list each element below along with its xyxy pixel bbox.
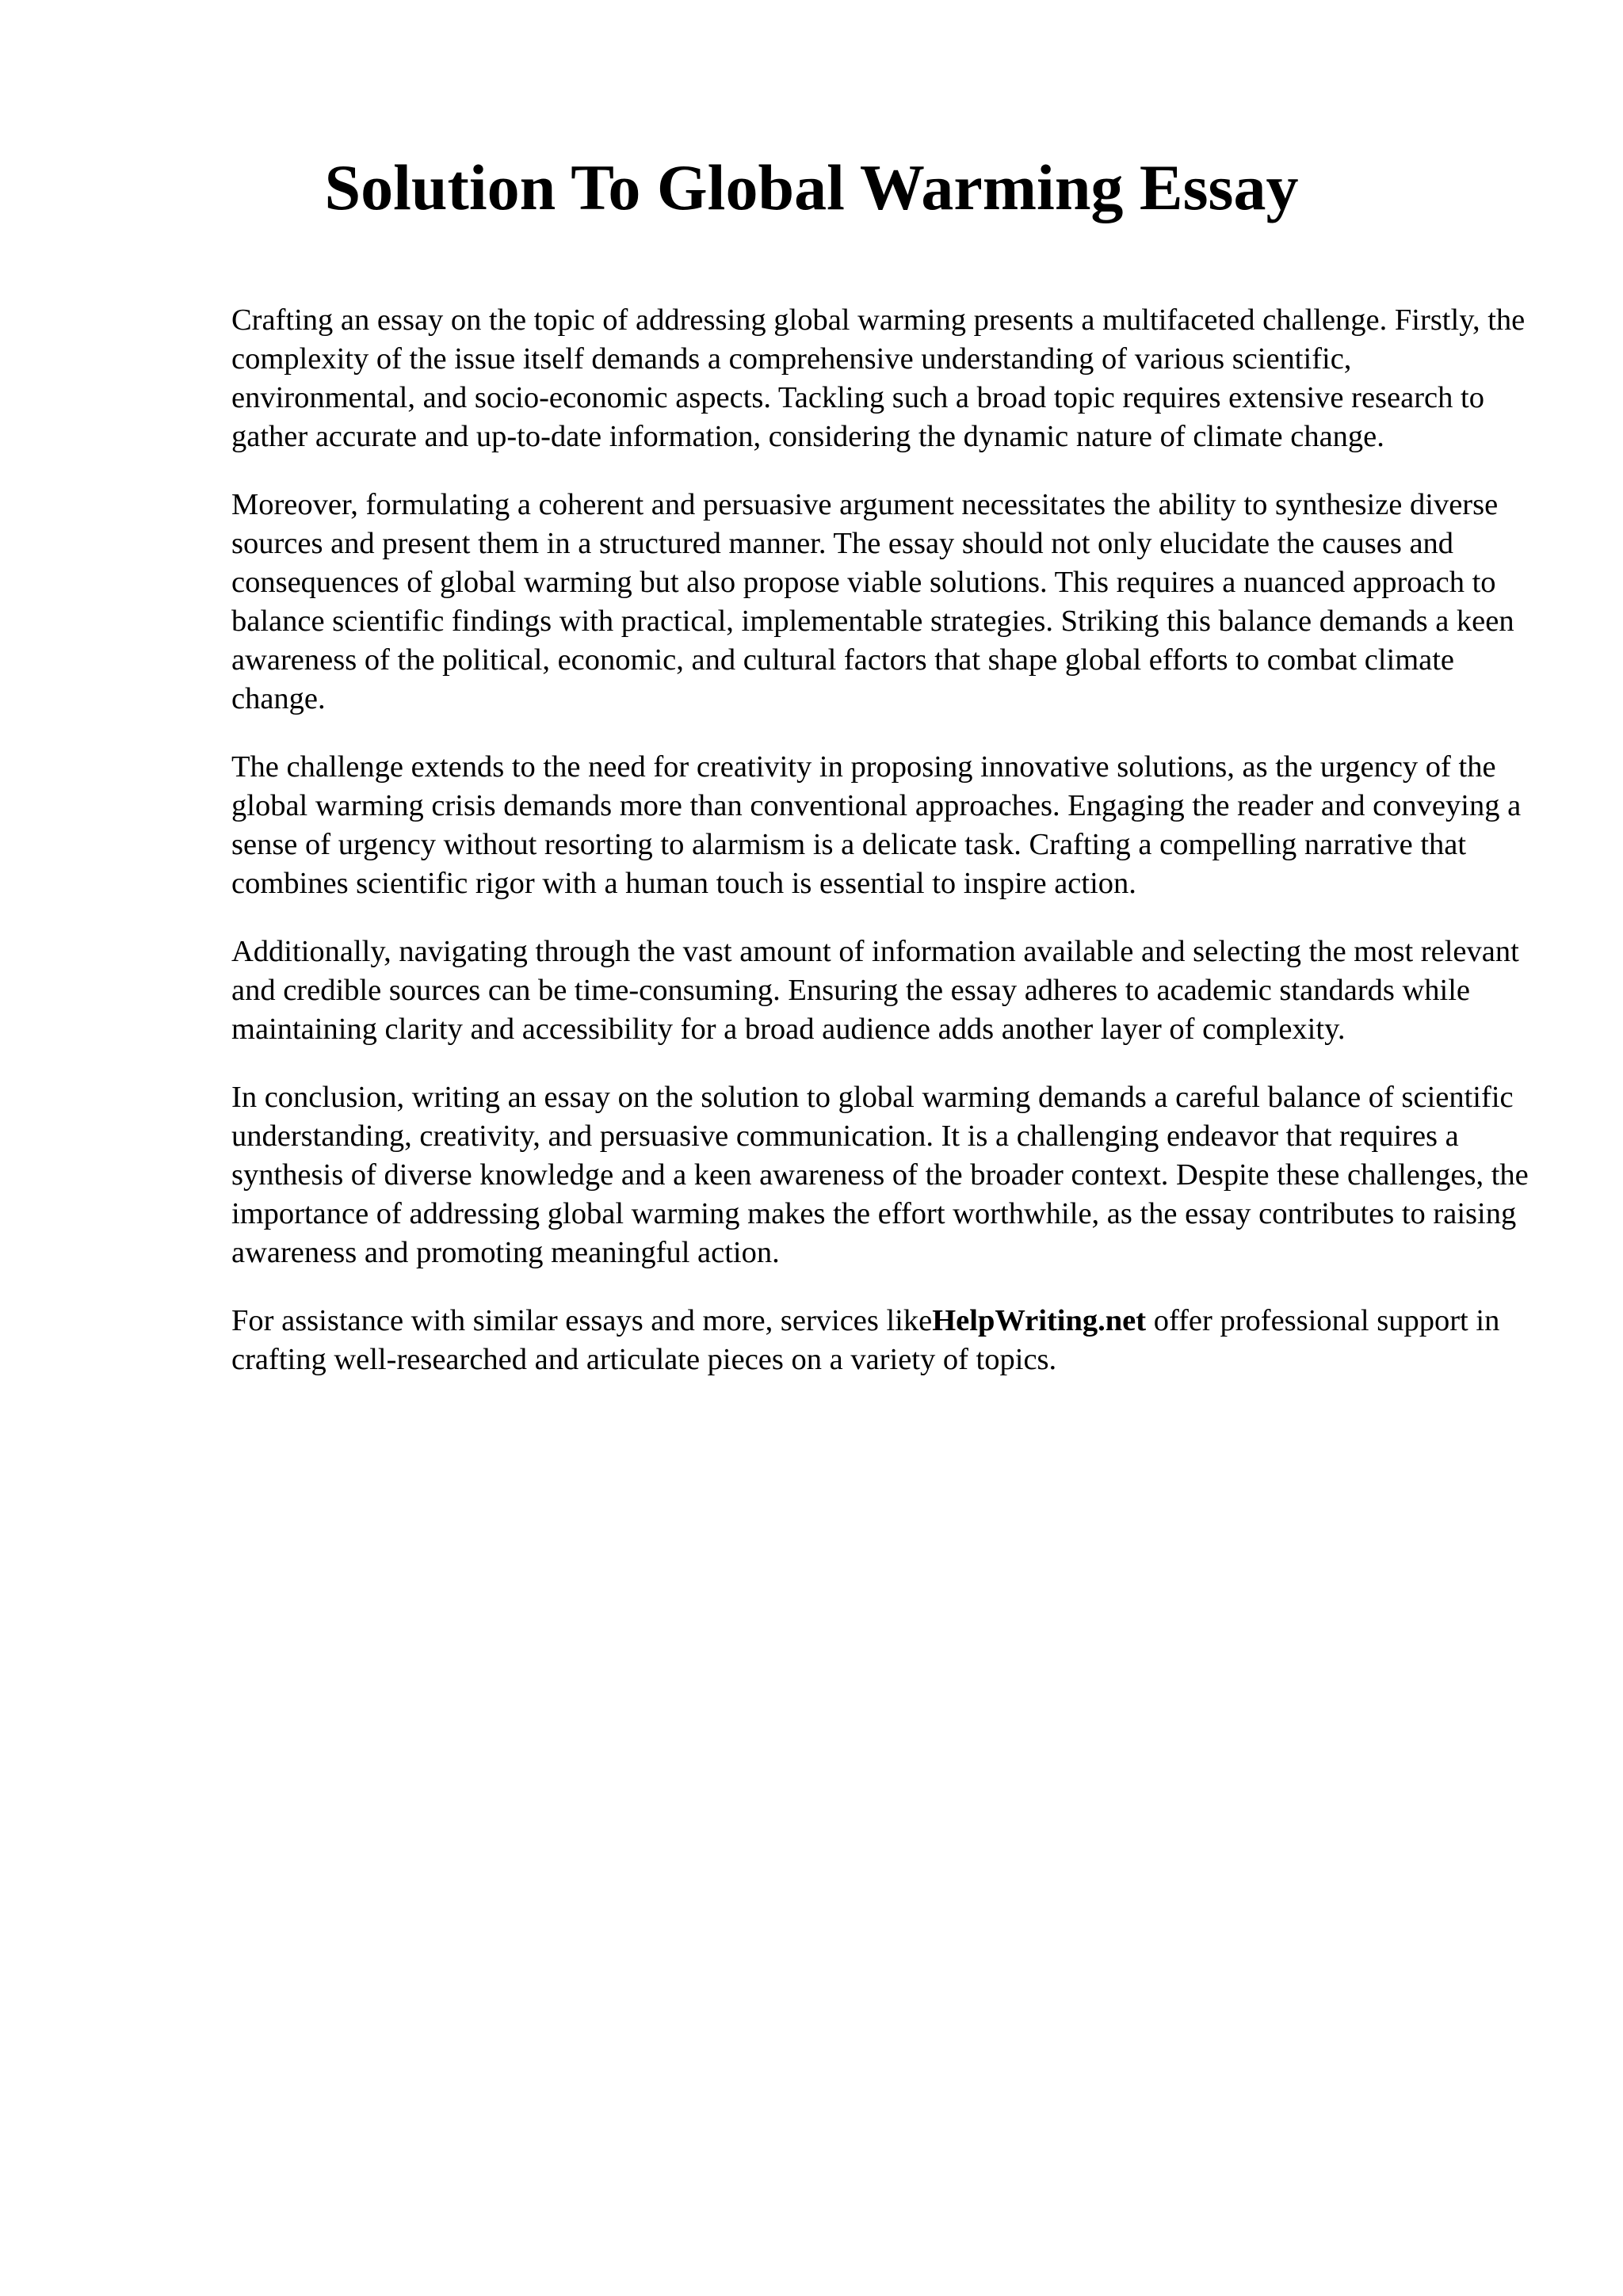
paragraph-3: The challenge extends to the need for creativity in proposing innovative solutions, as the urgency of the global warming crisis demands more than conventional approaches. Engaging the reader and conveying a sense of urgency without resorting to alarmism is a delicate task. Crafting a compelling narrative that combines scientific rigor with a human touch is essential to inspire action. [231, 750, 1522, 900]
paragraph-2: Moreover, formulating a coherent and persuasive argument necessitates the ability to synthesize diverse sources and present them in a structured manner. The essay should not only elucidate the causes and consequences of global warming but also propose viable solutions. This requires a nuanced approach to balance scientific findings with practical, implementable strategies. Striking this balance demands a keen awareness of the political, economic, and cultural factors that shape global efforts to combat climate change. [231, 488, 1514, 715]
closing-paragraph [231, 1302, 1531, 1379]
paragraph-5: In conclusion, writing an essay on the solution to global warming demands a careful balance of scientific understanding, creativity, and persuasive communication. It is a challenging endeavor that requires a synthesis of diverse knowledge and a keen awareness of the broader context. Despite these challenges, the importance of addressing global warming makes the effort worthwhile, as the essay contributes to raising awareness and promoting meaningful action. [231, 1081, 1529, 1269]
helpwriting-link[interactable]: HelpWriting.net [932, 1304, 1147, 1337]
paragraph-1: Crafting an essay on the topic of addressing global warming presents a multifaceted challenge. Firstly, the complexity of the issue itself demands a comprehensive understanding of various scientific, environmental, and socio-economic aspects. Tackling such a broad topic requires extensive research to gather accurate and up-to-date information, considering the dynamic nature of climate change. [231, 303, 1526, 453]
essay-body [231, 301, 1531, 1409]
paragraph-4: Additionally, navigating through the vast amount of information available and selecting the most relevant and credible sources can be time-consuming. Ensuring the essay adheres to academic standards while maintaining clarity and accessibility for a broad audience adds another layer of complexity. [231, 935, 1519, 1046]
closing-text-after: offer professional support in crafting well-researched and articulate pieces on a variety of topics. [231, 1304, 1500, 1376]
page-title: Solution To Global Warming Essay [324, 151, 1299, 223]
closing-text-before: For assistance with similar essays and more, services like [231, 1304, 933, 1337]
